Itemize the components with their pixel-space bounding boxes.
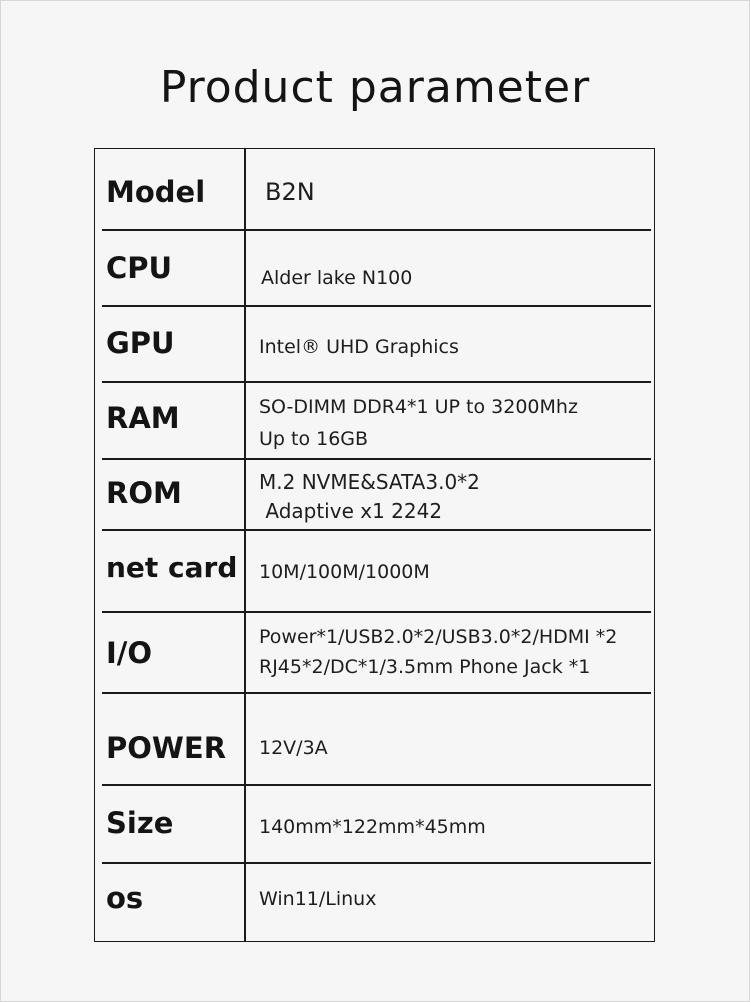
row-value-ram-line1: SO-DIMM DDR4*1 UP to 3200Mhz [259,396,578,418]
row-label-net-card: net card [106,551,238,584]
row-value-ram-line2: Up to 16GB [259,428,369,450]
row-label-cpu: CPU [106,251,173,285]
row-value-rom-line2: Adaptive x1 2242 [259,499,443,523]
row-label-size: Size [106,806,174,840]
row-value-net-card: 10M/100M/1000M [259,561,430,583]
row-value-size: 140mm*122mm*45mm [259,816,486,838]
row-separator [102,381,651,383]
row-value-io-line1: Power*1/USB2.0*2/USB3.0*2/HDMI *2 [259,626,618,648]
row-separator [102,529,651,531]
row-separator [102,784,651,786]
row-separator [102,458,651,460]
row-value-cpu: Alder lake N100 [261,267,413,289]
row-separator [102,611,651,613]
row-value-gpu: Intel® UHD Graphics [259,336,459,358]
row-separator [102,229,651,231]
row-label-ram: RAM [106,401,180,435]
row-value-power: 12V/3A [259,737,328,759]
row-label-model: Model [106,175,206,209]
page-title: Product parameter [159,62,591,113]
row-value-rom-line1: M.2 NVME&SATA3.0*2 [259,470,480,494]
row-label-io: I/O [106,636,153,670]
row-separator [102,692,651,694]
row-value-os: Win11/Linux [259,888,377,910]
row-value-model: B2N [265,178,315,206]
row-separator [102,305,651,307]
row-separator [102,862,651,864]
row-label-rom: ROM [106,476,182,510]
row-value-io-line2: RJ45*2/DC*1/3.5mm Phone Jack *1 [259,656,591,678]
column-divider [244,148,246,942]
row-label-power: POWER [106,731,227,765]
row-label-os: os [106,881,144,915]
row-label-gpu: GPU [106,326,175,360]
